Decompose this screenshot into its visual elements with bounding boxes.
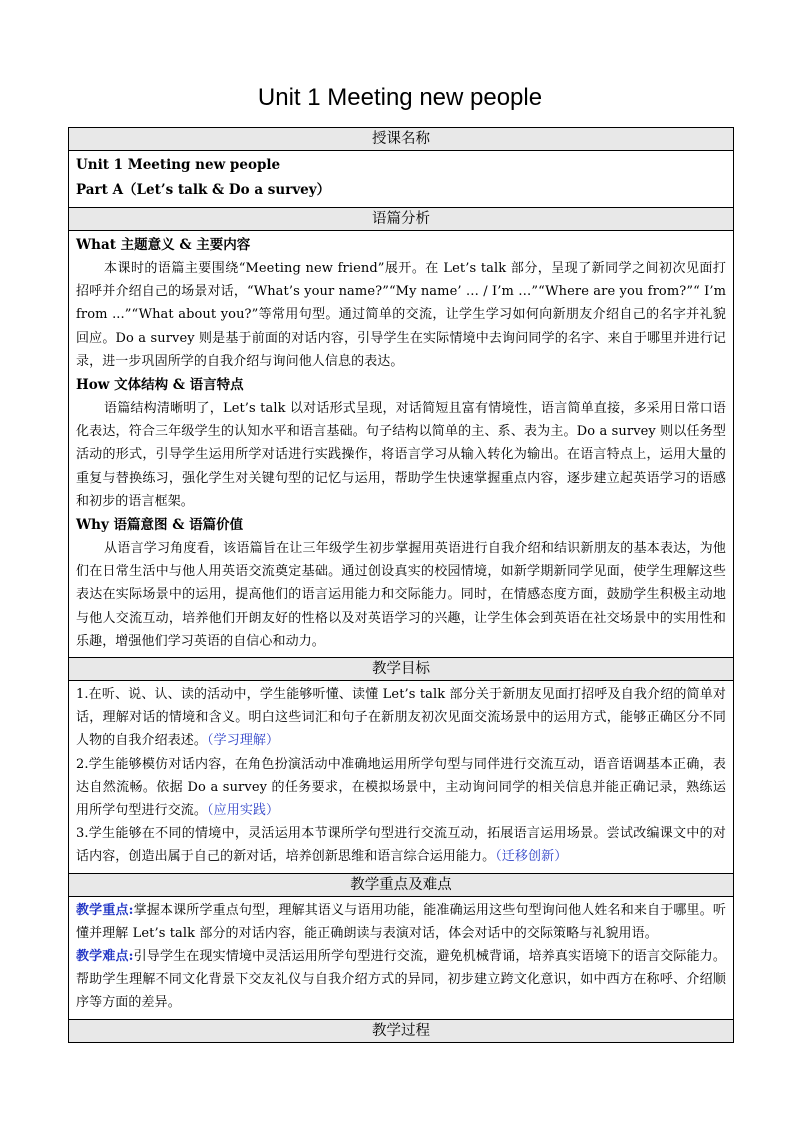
objective-tag: （迁移创新） bbox=[495, 849, 568, 865]
objective-item-1 bbox=[76, 683, 726, 753]
focus-paragraph bbox=[76, 899, 726, 945]
course-unit-line: Unit 1 Meeting new people bbox=[76, 157, 281, 173]
objective-text: 1.在听、说、认、读的活动中，学生能够听懂、读懂 Let’s talk 部分关于新朋友见面打招呼及自我介绍的简单对话，理解对话的情境和含义。明白这些词汇和句子在新朋友初次见面交流场景中的运用方式，能够正确区分不同人物的自我介绍表述。 bbox=[76, 687, 726, 749]
objective-text: 2.学生能够模仿对话内容，在角色扮演活动中准确地运用所学句型与同伴进行交流互动，语音语调基本正确，表达自然流畅。依据 Do a survey 的任务要求，在模拟场景中，主动询问同学的相关信息并能正确记录，熟练运用所学句型进行交流。 bbox=[76, 756, 726, 819]
key-points-cell bbox=[69, 897, 733, 1020]
key-points-header: 教学重点及难点 bbox=[69, 874, 733, 897]
objective-text: 3.学生能够在不同的情境中，灵活运用本节课所学句型进行交流互动，拓展语言运用场景。尝试改编课文中的对话内容，创造出属于自己的新对话，培养创新思维和语言综合运用能力。 bbox=[76, 826, 726, 865]
text-analysis-header: 语篇分析 bbox=[69, 208, 733, 231]
how-body: 语篇结构清晰明了，Let’s talk 以对话形式呈现，对话简短且富有情境性，语言简单直接，多采用日常口语化表达，符合三年级学生的认知水平和语言基础。句子结构以简单的主、系、表为主。Do a survey 则以任务型活动的形式，引导学生运用所学对话进行实践操作，将语言学习从输入转化为输出。在语言特点上，运用大量的重复与替换练习，强化学生对关键句型的记忆与运用，帮助学生快速掌握重点内容，逐步建立起英语学习的语感和初步的语言框架。 bbox=[76, 401, 726, 509]
objective-tag: （学习理解） bbox=[207, 733, 280, 749]
why-heading: Why 语篇意图 & 语篇价值 bbox=[76, 517, 244, 534]
text-analysis-cell bbox=[69, 231, 733, 658]
focus-label: 教学重点: bbox=[76, 902, 134, 918]
objective-tag: （应用实践） bbox=[207, 803, 280, 819]
process-header: 教学过程 bbox=[69, 1020, 733, 1043]
what-heading: What 主题意义 & 主要内容 bbox=[76, 237, 251, 253]
difficulty-paragraph bbox=[76, 945, 726, 1015]
objectives-cell bbox=[69, 681, 733, 874]
difficulty-text: 引导学生在现实情境中灵活运用所学句型进行交流，避免机械背诵，培养真实语境下的语言交际能力。帮助学生理解不同文化背景下交友礼仪与自我介绍方式的异同，初步建立跨文化意识，如中西方在称呼、介绍顺序等方面的差异。 bbox=[76, 949, 726, 1011]
objectives-header: 教学目标 bbox=[69, 658, 733, 681]
what-body: 本课时的语篇主要围绕“Meeting new friend”展开。在 Let’s talk 部分，呈现了新同学之间初次见面打招呼并介绍自己的场景对话，“What’s your name?”“My name’ … / I’m …”“Where are you from?”“ I’m from ...”“What about you?”等常用句型。通过简单的交流，让学生学习如何向新朋友介绍自己的名字并礼貌回应。Do a survey 则是基于前面的对话内容，引导学生在实际情境中去询问同学的名字、来自于哪里并进行记录，进一步巩固所学的自我介绍与询问他人信息的表达。 bbox=[76, 261, 726, 369]
how-heading: How 文体结构 & 语言特点 bbox=[76, 377, 244, 394]
course-name-header: 授课名称 bbox=[69, 128, 733, 151]
course-name-cell bbox=[69, 151, 733, 208]
difficulty-label: 教学难点: bbox=[76, 949, 134, 965]
lesson-plan-table bbox=[68, 127, 734, 1043]
focus-text: 掌握本课所学重点句型，理解其语义与语用功能，能准确运用这些句型询问他人姓名和来自于哪里。听懂并理解 Let’s talk 部分的对话内容，能正确朗读与表演对话，体会对话中的交际策略与礼貌用语。 bbox=[76, 902, 726, 941]
objective-item-2 bbox=[76, 753, 726, 823]
page-title: Unit 1 Meeting new people bbox=[257, 84, 543, 111]
why-body: 从语言学习角度看，该语篇旨在让三年级学生初步掌握用英语进行自我介绍和结识新朋友的基本表达，为他们在日常生活中与他人用英语交流奠定基础。通过创设真实的校园情境，如新学期新同学见面，使学生理解这些表达在实际场景中的运用，提高他们的语言运用能力和交际能力。同时，在情感态度方面，鼓励学生积极主动地与他人交流互动，培养他们开朗友好的性格以及对英语学习的兴趣，让学生体会到英语在社交场景中的实用性和乐趣，增强他们学习英语的自信心和动力。 bbox=[76, 541, 726, 649]
objective-item-3 bbox=[76, 822, 726, 868]
course-part-line: Part A（Let’s talk & Do a survey） bbox=[76, 182, 331, 198]
